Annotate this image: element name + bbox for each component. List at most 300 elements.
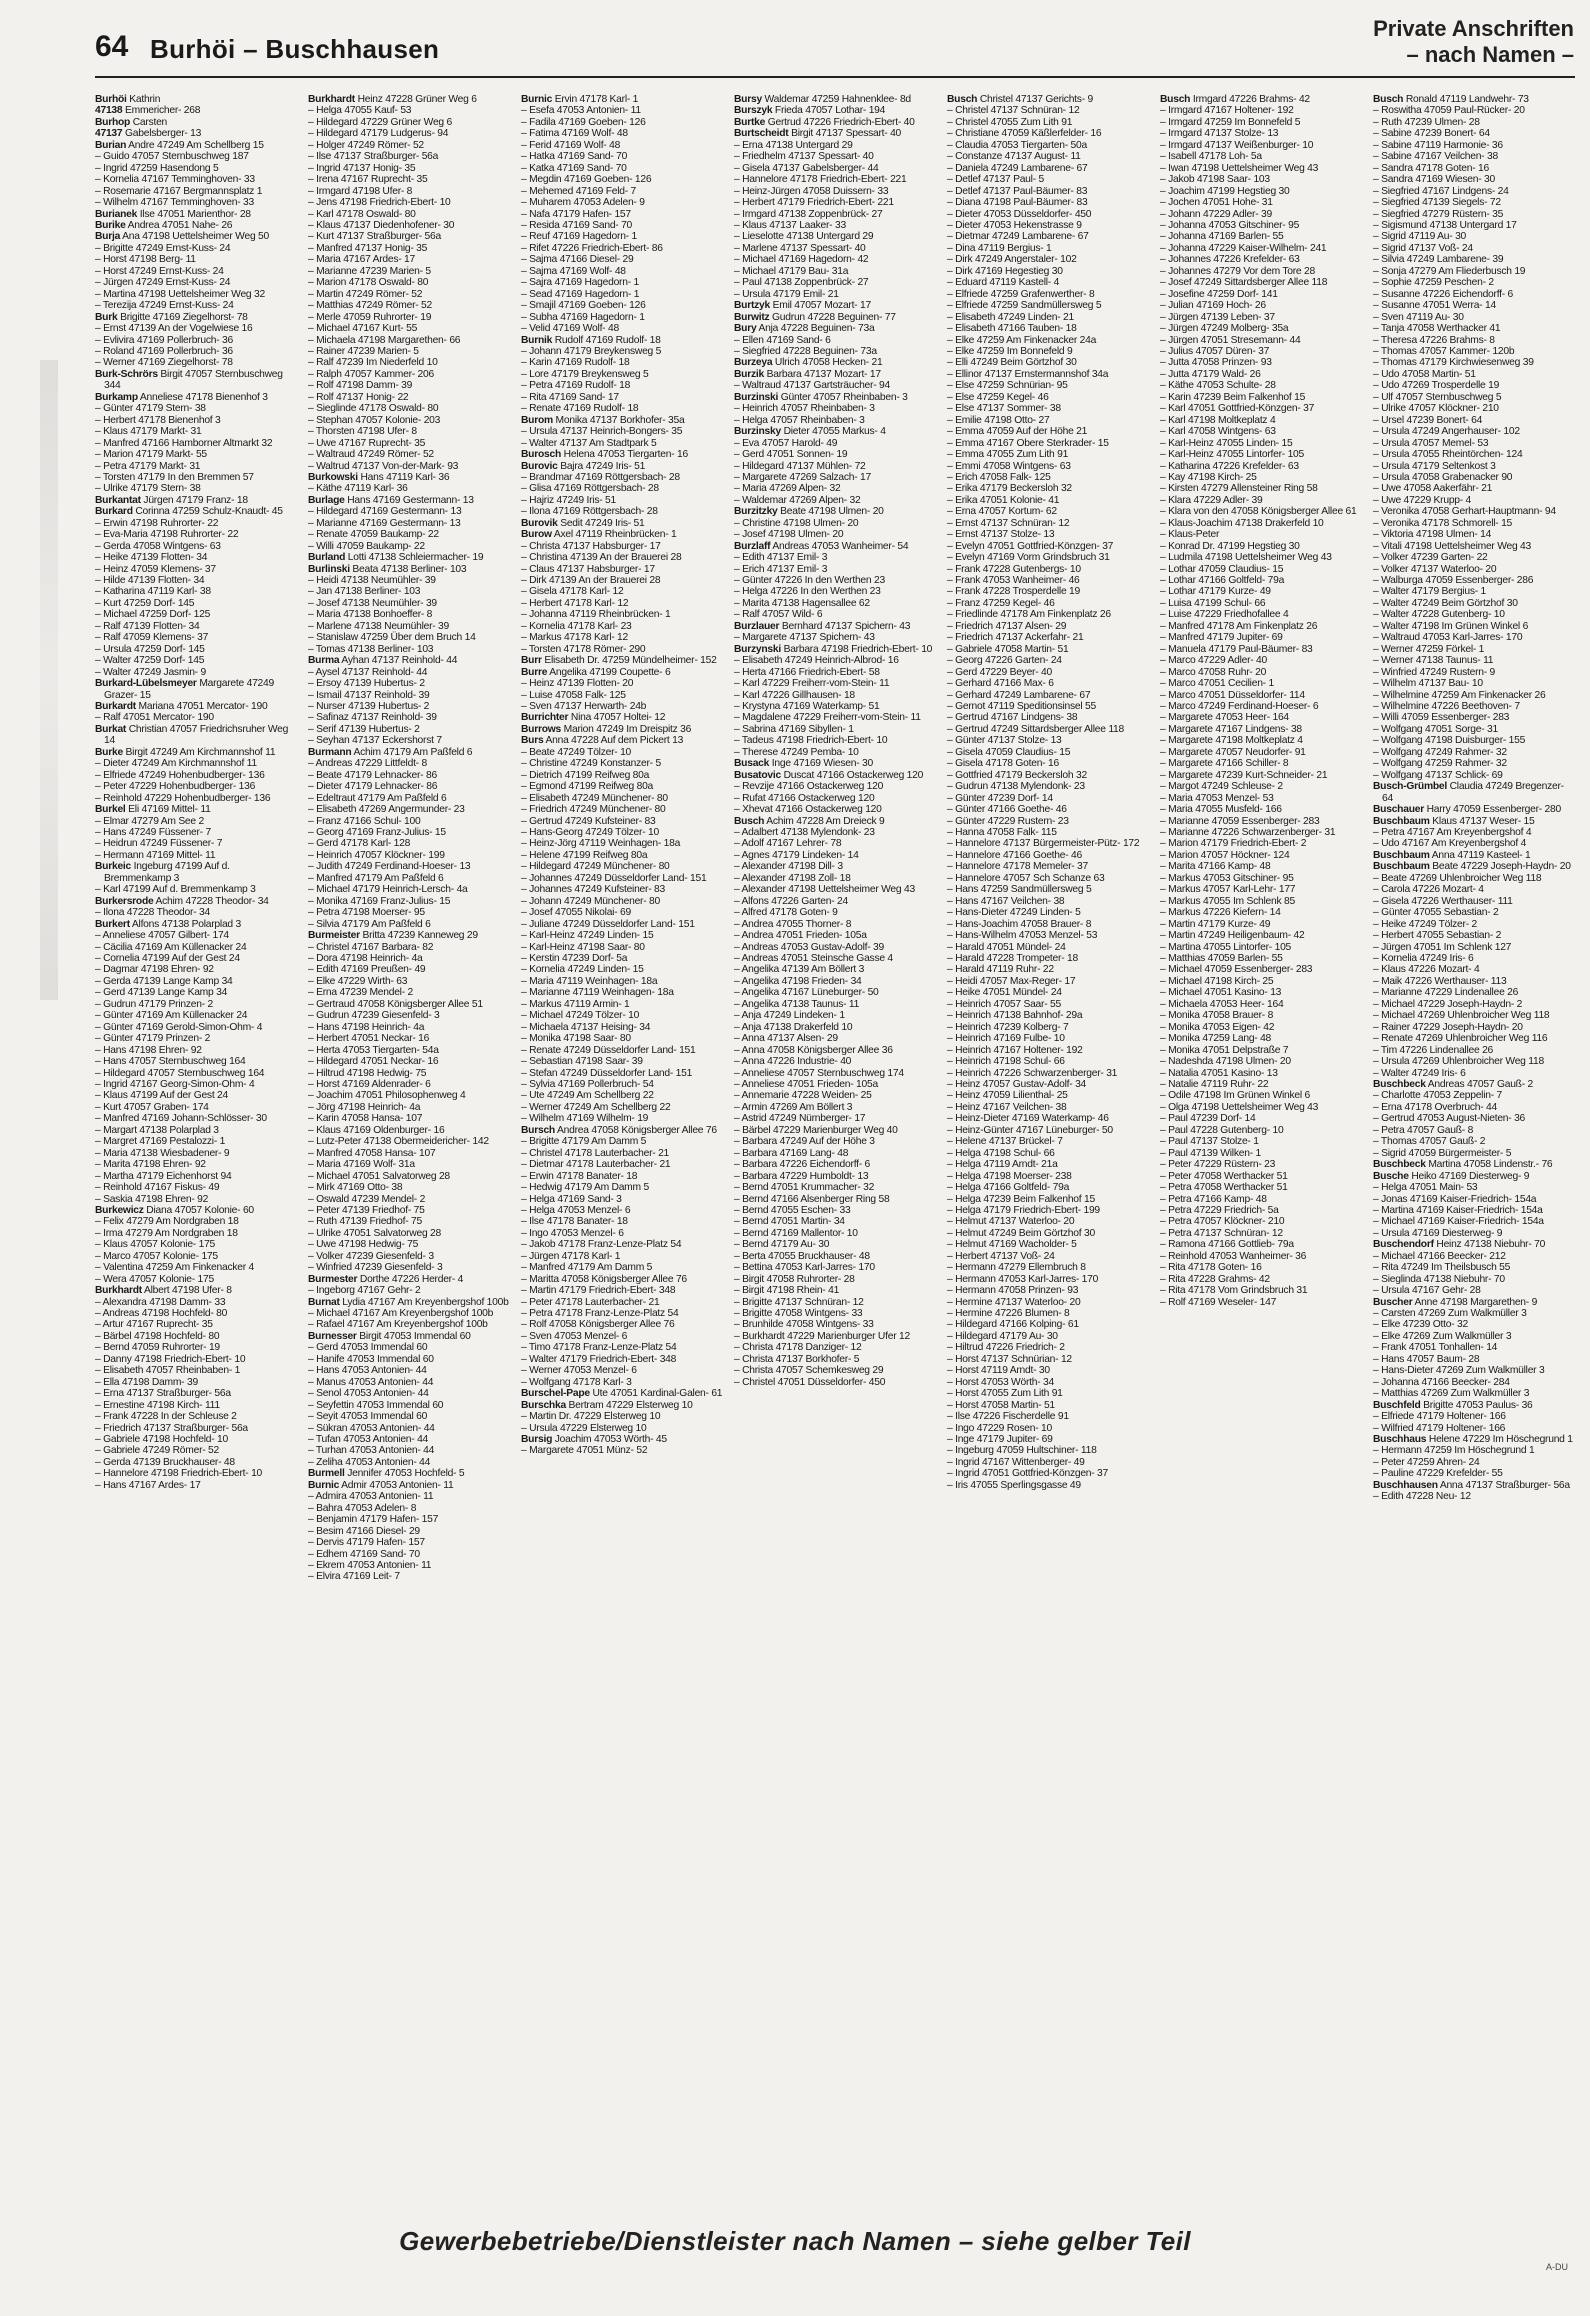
directory-entry: – Ekrem 47053 Antonien- 11 — [308, 1560, 432, 1571]
directory-entry: – Bettina 47053 Karl-Jarres- 170 — [734, 1262, 875, 1274]
directory-entry: – Irma 47279 Am Nordgraben 18 — [95, 1227, 238, 1239]
directory-entry: – Rolf 47198 Damm- 39 — [308, 380, 413, 392]
directory-entry: Burszyk Frieda 47057 Lothar- 194 — [734, 105, 886, 117]
directory-entry: – Waltraud 47249 Römer- 52 — [308, 449, 434, 461]
directory-entry: – Monika 47198 Saar- 80 — [521, 1033, 631, 1045]
directory-entry: – Margarete 47239 Kurt-Schneider- 21 — [1160, 769, 1328, 781]
directory-entry: Buschbeck Andreas 47057 Gauß- 2 — [1373, 1078, 1533, 1090]
directory-entry: – Elke 47269 Zum Walkmüller 3 — [1373, 1330, 1512, 1342]
directory-entry: – Georg 47169 Franz-Julius- 15 — [308, 827, 446, 838]
directory-entry: – Gudrun 47239 Giesenfeld- 3 — [308, 1010, 440, 1022]
directory-entry: – Elke 47259 Am Finkenacker 24a — [947, 334, 1097, 346]
directory-entry: – Ingrid 47051 Gottfried-Könzgen- 37 — [947, 1468, 1109, 1480]
directory-entry: – Frank 47228 Trosperdelle 19 — [947, 586, 1080, 598]
directory-entry: – Jürgen 47051 Im Schlenk 127 — [1373, 941, 1512, 953]
directory-entry: Burnik Rudolf 47169 Rudolf- 18 — [521, 334, 661, 346]
directory-entry: – Anna 47226 Industrie- 40 — [734, 1056, 852, 1068]
directory-entry: – Heike 47139 Flotten- 34 — [95, 552, 208, 564]
directory-entry: – Gisela 47059 Claudius- 15 — [947, 746, 1071, 758]
directory-entry: – Margot 47249 Schleuse- 2 — [1160, 781, 1283, 793]
directory-entry: – Rosemarie 47167 Bergmannsplatz 1 — [95, 185, 263, 197]
directory-entry: – Ralph 47057 Kammer- 206 — [308, 368, 434, 380]
directory-entry: – Horst 47137 Schnürian- 12 — [947, 1353, 1072, 1365]
directory-entry: – Michaela 47198 Margarethen- 66 — [308, 334, 461, 346]
directory-entry: – Jürgen 47249 Molberg- 35a — [1160, 323, 1289, 335]
directory-entry: – Roswitha 47059 Paul-Rücker- 20 — [1373, 105, 1525, 117]
directory-entry: – Harald 47119 Ruhr- 22 — [947, 964, 1054, 976]
directory-entry: – Gisela 47226 Werthauser- 111 — [1373, 895, 1513, 907]
directory-entry: – Marlene 47138 Neumühler- 39 — [308, 620, 449, 632]
directory-entry: – Ursula 47169 Diesterweg- 9 — [1373, 1227, 1503, 1239]
directory-entry: – Wilhelm 47167 Temminghoven- 33 — [95, 197, 254, 209]
directory-entry: – Stephan 47057 Kolonie- 203 — [308, 414, 441, 426]
directory-entry: Burzynski Barbara 47198 Friedrich-Ebert- 10 — [734, 643, 933, 655]
directory-entry: – Marianne 47226 Schwarzenberger- 31 — [1160, 827, 1336, 838]
directory-entry: – Michael 47229 Joseph-Haydn- 2 — [1373, 998, 1523, 1010]
directory-entry: – Günter 47166 Goethe- 46 — [947, 804, 1067, 816]
directory-entry: Bursch Andrea 47058 Königsberger Allee 76 — [521, 1124, 717, 1136]
directory-entry: – Martina 47055 Lintorfer- 105 — [1160, 941, 1292, 953]
directory-entry: Buschhaus Helene 47229 Im Höschegrund 1 — [1373, 1434, 1573, 1446]
directory-entry: – Hannelore 47137 Bürgermeister-Pütz- 172 — [947, 838, 1140, 850]
directory-entry: – Adolf 47167 Lehrer- 78 — [734, 838, 842, 850]
directory-entry: – Juliane 47249 Düsseldorfer Land- 151 — [521, 918, 695, 930]
directory-entry: – Torsten 47179 In den Bremmen 57 — [95, 471, 254, 483]
directory-entry: – Markus 47055 Im Schlenk 85 — [1160, 895, 1295, 907]
directory-entry: – Werner 47053 Menzel- 6 — [521, 1365, 637, 1377]
directory-entry: Buschfeld Brigitte 47053 Paulus- 36 — [1373, 1399, 1533, 1411]
directory-entry: – Angelika 47167 Lüneburger- 50 — [734, 987, 879, 999]
directory-entry: – Kornelia 47249 Iris- 6 — [1373, 952, 1474, 964]
section-title-line2: – nach Namen – — [1406, 42, 1574, 67]
directory-entry: – Günter 47226 In den Werthen 23 — [734, 575, 885, 587]
directory-entry: – Johann 47249 Münchener- 80 — [521, 895, 660, 907]
directory-entry: Buschbaum Beate 47229 Joseph-Haydn- 20 — [1373, 861, 1571, 873]
directory-entry: Buschhausen Anna 47137 Straßburger- 56a — [1373, 1479, 1570, 1491]
directory-entry: – Herbert 47178 Karl- 12 — [521, 597, 629, 609]
directory-entry: – Thomas 47179 Kirchwiesenweg 39 — [1373, 357, 1534, 369]
directory-entry: – Irmgard 47167 Holtener- 192 — [1160, 105, 1294, 117]
directory-entry: – Elmar 47279 Am See 2 — [95, 815, 204, 827]
directory-entry: – Kurt 47259 Dorf- 145 — [95, 597, 195, 609]
directory-entry: – Rolf 47137 Honig- 22 — [308, 391, 409, 403]
directory-entry: Busack Inge 47169 Wiesen- 30 — [734, 758, 873, 770]
directory-entry: – Heidi 47057 Max-Reger- 17 — [947, 975, 1076, 987]
directory-entry: – Karl-Heinz 47198 Saar- 80 — [521, 941, 645, 953]
directory-entry: Burhöi Kathrin — [95, 94, 161, 105]
directory-entry: – Michael 47179 Heinrich-Lersch- 4a — [308, 884, 468, 896]
directory-entry: – Hajriz 47249 Iris- 51 — [521, 494, 616, 506]
directory-entry: – Martin 47179 Kurze- 49 — [1160, 918, 1271, 930]
directory-entry: – Edith 47169 Preußen- 49 — [308, 964, 426, 976]
directory-entry: – Siegfried 47279 Rüstern- 35 — [1373, 208, 1504, 220]
page-footer — [0, 2226, 1590, 2257]
directory-entry: – Elke 47239 Otto- 32 — [1373, 1319, 1468, 1331]
directory-entry: Burja Ana 47198 Uettelsheimer Weg 50 — [95, 231, 269, 243]
directory-entry: – Iris 47055 Sperlingsgasse 49 — [947, 1479, 1081, 1491]
directory-entry: – Karin 47239 Beim Falkenhof 15 — [1160, 391, 1306, 403]
section-title-line1: Private Anschriften — [1373, 16, 1574, 41]
directory-entry: – Ulrike 47051 Salvatorweg 28 — [308, 1227, 441, 1239]
directory-entry: – Christa 47057 Schemkesweg 29 — [734, 1365, 884, 1377]
directory-entry: – Iwan 47198 Uettelsheimer Weg 43 — [1160, 162, 1319, 174]
directory-entry: – Christel 47137 Schnüran- 12 — [947, 105, 1080, 117]
directory-entry: – Peter 47259 Ahren- 24 — [1373, 1456, 1480, 1468]
directory-entry: – Ella 47198 Damm- 39 — [95, 1376, 198, 1388]
directory-entry: – Ernst 47139 An der Vogelwiese 16 — [95, 323, 253, 335]
directory-entry: Buschbaum Klaus 47137 Weser- 15 — [1373, 815, 1535, 827]
directory-entry: – Odile 47198 Im Grünen Winkel 6 — [1160, 1090, 1310, 1102]
directory-entry: – Paul 47139 Wilken- 1 — [1160, 1147, 1261, 1159]
directory-entry: – Irena 47167 Ruprecht- 35 — [308, 174, 428, 186]
directory-entry: – Detlef 47137 Paul- 5 — [947, 174, 1044, 186]
directory-entry: – Carola 47226 Mozart- 4 — [1373, 884, 1484, 896]
page-title: Burhöi – Buschhausen — [150, 34, 440, 64]
directory-entry: – Herbert 47137 Voß- 24 — [947, 1250, 1055, 1262]
directory-entry: – Resida 47169 Sand- 70 — [521, 219, 633, 231]
directory-entry: – Alfons 47226 Garten- 24 — [734, 895, 848, 907]
directory-entry: – Konrad Dr. 47199 Hegstieg 30 — [1160, 540, 1300, 552]
directory-entry: – Evelyn 47051 Gottfried-Könzgen- 37 — [947, 540, 1114, 552]
directory-entry: – Jörg 47198 Heinrich- 4a — [308, 1101, 421, 1113]
directory-entry: – Josef 47055 Nikolai- 69 — [521, 907, 631, 919]
directory-entry: – Bernd 47051 Krummacher- 32 — [734, 1182, 875, 1194]
directory-entry: – Sylvia 47169 Pollerbruch- 54 — [521, 1078, 654, 1090]
directory-entry: – Hans 47167 Ardes- 17 — [95, 1479, 201, 1491]
directory-entry: – Jakob 47178 Franz-Lenze-Platz 54 — [521, 1239, 682, 1251]
directory-entry: – Ursula 47167 Gehr- 28 — [1373, 1285, 1481, 1297]
directory-entry: – Rita 47178 Vom Grindsbruch 31 — [1160, 1285, 1308, 1297]
directory-entry: – Brigitte 47137 Schnüran- 12 — [734, 1296, 864, 1308]
directory-entry: – Jürgen 47051 Stresemann- 44 — [1160, 334, 1301, 346]
directory-entry: – Evlivira 47169 Pollerbruch- 36 — [95, 334, 233, 346]
directory-entry: – Mirk 47169 Otto- 38 — [308, 1182, 403, 1194]
directory-entry: – Christel 47178 Lauterbacher- 21 — [521, 1147, 670, 1159]
directory-entry: – Sieglinda 47138 Niebuhr- 70 — [1373, 1273, 1505, 1285]
directory-entry: – Wera 47057 Kolonie- 175 — [95, 1273, 214, 1285]
directory-entry: Burs Anna 47228 Auf dem Pickert 13 — [521, 735, 684, 747]
directory-entry: – Walter 47259 Dorf- 145 — [95, 655, 205, 667]
directory-entry: – Hilde 47139 Flotten- 34 — [95, 575, 205, 587]
directory-entry: – Sonja 47279 Am Fliederbusch 19 — [1373, 265, 1526, 277]
directory-entry: – Anna 47058 Königsberger Allee 36 — [734, 1044, 893, 1056]
directory-entry: – Günter 47169 Gerold-Simon-Ohm- 4 — [95, 1021, 263, 1033]
directory-entry: Burschka Bertram 47229 Elsterweg 10 — [521, 1399, 693, 1411]
directory-entry: – Christel 47167 Barbara- 82 — [308, 941, 434, 953]
directory-entry: Burnic Ervin 47178 Karl- 1 — [521, 94, 639, 105]
directory-entry: Burtke Gertrud 47226 Friedrich-Ebert- 40 — [734, 116, 915, 128]
directory-entry: – Kurt 47137 Straßburger- 56a — [308, 231, 441, 243]
directory-entry: – Burkhardt 47229 Marienburger Ufer 12 — [734, 1330, 910, 1342]
directory-entry: – Irmgard 47259 Im Bonnefeld 5 — [1160, 116, 1301, 128]
directory-entry: – Reinhold 47167 Fiskus- 49 — [95, 1182, 220, 1194]
directory-entry: – Edith 47228 Neu- 12 — [1373, 1491, 1471, 1503]
directory-entry: – Monika 47169 Franz-Julius- 15 — [308, 895, 451, 907]
directory-entry: – Egmond 47199 Reifweg 80a — [521, 781, 654, 793]
directory-entry: – Andreas 47198 Hochfeld- 80 — [95, 1308, 228, 1320]
directory-entry: – Marita 47166 Kamp- 48 — [1160, 861, 1271, 873]
directory-entry: – Eva 47057 Harold- 49 — [734, 437, 838, 449]
directory-entry: – Andreas 47229 Littfeldt- 8 — [308, 758, 427, 770]
directory-entry: – Johanna 47166 Beecker- 284 — [1373, 1376, 1510, 1388]
directory-entry: Burzik Barbara 47137 Mozart- 17 — [734, 368, 881, 380]
directory-entry: – Markus 47178 Karl- 12 — [521, 632, 629, 644]
directory-entry: – Maria 47269 Alpen- 32 — [734, 483, 841, 495]
directory-entry: – Karl 47178 Oswald- 80 — [308, 208, 416, 220]
directory-entry: – Ursula 47269 Uhlenbroicher Weg 118 — [1373, 1056, 1544, 1068]
directory-entry: – Dina 47119 Bergius- 1 — [947, 242, 1052, 254]
directory-entry: – Cäcilia 47169 Am Küllenacker 24 — [95, 941, 247, 953]
directory-entry: – Ingeborg 47167 Gehr- 2 — [308, 1285, 421, 1297]
directory-entry: – Siegfried 47139 Siegels- 72 — [1373, 197, 1501, 209]
directory-entry: – Willi 47059 Essenberger- 283 — [1373, 712, 1510, 724]
directory-entry: – Erna 47239 Mendel- 2 — [308, 987, 413, 999]
directory-entry: – Manfred 47169 Johann-Schlösser- 30 — [95, 1113, 267, 1125]
directory-entry: – Elfriede 47259 Sandmüllersweg 5 — [947, 300, 1102, 312]
directory-entry: – Sabine 47239 Bonert- 64 — [1373, 128, 1490, 140]
directory-column-2 — [308, 94, 511, 2204]
directory-entry: – Klaus-Joachim 47138 Drakerfeld 10 — [1160, 517, 1324, 529]
directory-entry: – Maria 47055 Musfeld- 166 — [1160, 804, 1282, 816]
directory-entry: – Franz 47166 Schul- 100 — [308, 815, 421, 827]
directory-entry: Burkardt Mariana 47051 Mercator- 190 — [95, 701, 268, 713]
directory-entry: – Helga 47179 Friedrich-Ebert- 199 — [947, 1204, 1100, 1216]
directory-entry: – Hermine 47226 Blumen- 8 — [947, 1308, 1070, 1320]
directory-entry: – Margarete 47269 Salzach- 17 — [734, 471, 871, 483]
directory-entry: – Susanne 47051 Werra- 14 — [1373, 300, 1496, 312]
directory-entry: – Monika 47058 Brauer- 8 — [1160, 1010, 1274, 1022]
directory-entry: – Julian 47169 Hoch- 26 — [1160, 300, 1266, 312]
directory-entry: – Walter 47198 Im Grünen Winkel 6 — [1373, 620, 1529, 632]
directory-entry: – Hans 47053 Antonien- 44 — [308, 1365, 427, 1377]
directory-entry: – Volker 47239 Giesenfeld- 3 — [308, 1250, 434, 1262]
directory-entry: – Petra 47167 Am Kreyenbergshof 4 — [1373, 827, 1532, 838]
directory-entry: – Paul 47137 Stolze- 1 — [1160, 1136, 1259, 1148]
directory-entry: – Johanna 47169 Barlen- 55 — [1160, 231, 1284, 243]
directory-entry: – Dora 47198 Heinrich- 4a — [308, 952, 423, 964]
directory-entry: – Turhan 47053 Antonien- 44 — [308, 1445, 435, 1457]
directory-entry: – Margret 47169 Pestalozzi- 1 — [95, 1136, 226, 1148]
directory-entry: – Luise 47058 Falk- 125 — [521, 689, 626, 701]
directory-entry: – Elisabeth 47269 Angermunder- 23 — [308, 804, 465, 816]
directory-entry: – Inge 47179 Jupiter- 69 — [947, 1434, 1053, 1446]
directory-entry: – Friedrich 47249 Münchener- 80 — [521, 804, 666, 816]
directory-entry: – Ferid 47169 Wolf- 48 — [521, 139, 621, 151]
directory-entry: Burlage Hans 47169 Gestermann- 13 — [308, 494, 474, 506]
directory-entry: – Ellen 47169 Sand- 6 — [734, 334, 831, 346]
directory-entry: – Judith 47249 Ferdinand-Hoeser- 13 — [308, 861, 471, 873]
directory-entry: – Uwe 47229 Krupp- 4 — [1373, 494, 1472, 506]
directory-entry: – Karl 47199 Auf d. Bremmenkamp 3 — [95, 884, 256, 896]
directory-entry: – Sajra 47169 Hagedorn- 1 — [521, 277, 639, 289]
directory-entry: – Andreas 47053 Gustav-Adolf- 39 — [734, 941, 884, 953]
directory-entry: – Hans 47057 Sternbuschweg 164 — [95, 1056, 246, 1068]
directory-entry: – Heinrich 47057 Saar- 55 — [947, 998, 1061, 1010]
directory-entry: – Senol 47053 Antonien- 44 — [308, 1388, 429, 1400]
directory-entry: – Ursula 47055 Rheintörchen- 124 — [1373, 449, 1523, 461]
directory-entry: – Willi 47059 Baukamp- 22 — [308, 540, 425, 552]
directory-entry: – Margarete 47167 Lindgens- 38 — [1160, 723, 1302, 735]
directory-entry: Bury Anja 47228 Beguinen- 73a — [734, 323, 875, 335]
directory-entry: – Kirsten 47279 Allensteiner Ring 58 — [1160, 483, 1318, 495]
directory-entry: Busatovic Duscat 47166 Ostackerweg 120 — [734, 769, 924, 781]
directory-entry: – Veronika 47058 Gerhart-Hauptmann- 94 — [1373, 506, 1556, 518]
directory-entry: – Michael 47051 Kasino- 13 — [1160, 987, 1282, 999]
directory-entry: Busch Christel 47137 Gerichts- 9 — [947, 94, 1093, 105]
directory-entry: – Elisabeth 47249 Heinrich-Albrod- 16 — [734, 655, 899, 667]
directory-entry: – Gisela 47178 Goten- 16 — [947, 758, 1059, 770]
directory-entry: – Hanife 47053 Immendal 60 — [308, 1353, 434, 1365]
directory-entry: – Jakob 47198 Saar- 103 — [1160, 174, 1270, 186]
directory-entry: – Gertraud 47058 Königsberger Allee 51 — [308, 998, 483, 1010]
directory-entry: – Katka 47169 Sand- 70 — [521, 162, 627, 174]
directory-entry: – Paul 47138 Zoppenbrück- 27 — [734, 277, 869, 289]
directory-entry: – Wolfgang 47259 Rahmer- 32 — [1373, 758, 1507, 770]
directory-entry: – Hermine 47137 Waterloo- 20 — [947, 1296, 1081, 1308]
directory-entry: Burkamp Anneliese 47178 Bienenhof 3 — [95, 391, 268, 403]
directory-entry: – Subha 47169 Hagedorn- 1 — [521, 311, 645, 323]
directory-entry: – Christa 47178 Danziger- 12 — [734, 1342, 862, 1354]
directory-entry: – Peter 47139 Friedhof- 75 — [308, 1204, 425, 1216]
directory-entry: – Christine 47249 Konstanzer- 5 — [521, 758, 661, 770]
directory-entry: – Martin 47249 Heiligenbaum- 42 — [1160, 930, 1305, 942]
directory-entry: – Marianne 47059 Essenberger- 283 — [1160, 815, 1320, 827]
directory-entry: Burovik Sedit 47249 Iris- 51 — [521, 517, 645, 529]
directory-column-7 — [1373, 94, 1575, 2204]
directory-entry: – Bernd 47051 Martin- 34 — [734, 1216, 845, 1228]
directory-entry: – Artur 47167 Ruprecht- 35 — [95, 1319, 213, 1331]
directory-entry: – Ilse 47137 Straßburger- 56a — [308, 151, 439, 163]
directory-entry: Bursy Waldemar 47259 Hahnenklee- 8d — [734, 94, 911, 105]
directory-entry: – Sabine 47167 Veilchen- 38 — [1373, 151, 1498, 163]
directory-entry: – Constanze 47137 August- 11 — [947, 151, 1081, 163]
directory-entry: – Dervis 47179 Hafen- 157 — [308, 1537, 425, 1549]
directory-entry: – Manfred 47179 Am Damm 5 — [521, 1262, 653, 1274]
directory-entry: – Kornelia 47167 Temminghoven- 33 — [95, 174, 255, 186]
directory-entry: – Rita 47228 Grahms- 42 — [1160, 1273, 1270, 1285]
directory-entry: – Gisela 47178 Karl- 12 — [521, 586, 624, 598]
directory-entry: – Carsten 47269 Zum Walkmüller 3 — [1373, 1308, 1527, 1320]
directory-entry: – Hildegard 47057 Sternbuschweg 164 — [95, 1067, 265, 1079]
directory-column-5 — [947, 94, 1150, 2204]
directory-entry: – Monika 47051 Delpstraße 7 — [1160, 1044, 1289, 1056]
directory-entry: – Heinz 47139 Flotten- 20 — [521, 678, 634, 690]
directory-entry: – Edhem 47169 Sand- 70 — [308, 1548, 420, 1560]
directory-entry: – Petra 47166 Kamp- 48 — [1160, 1193, 1267, 1205]
directory-entry: – Marion 47179 Friedrich-Ebert- 2 — [1160, 838, 1307, 850]
directory-entry: – Herta 47166 Friedrich-Ebert- 58 — [734, 666, 880, 678]
directory-entry: – Walter 47179 Bergius- 1 — [1373, 586, 1486, 598]
directory-entry: – Sebastian 47198 Saar- 39 — [521, 1056, 643, 1068]
directory-entry: Burianek Ilse 47051 Marienthor- 28 — [95, 208, 251, 220]
directory-entry: – Gabriele 47249 Römer- 52 — [95, 1445, 220, 1457]
directory-entry: – Peter 47178 Lauterbacher- 21 — [521, 1296, 660, 1308]
directory-entry: – Barbara 47226 Eichendorff- 6 — [734, 1159, 870, 1171]
directory-entry: – Lothar 47059 Claudius- 15 — [1160, 563, 1284, 575]
directory-entry: – Helga 47055 Kauf- 53 — [308, 105, 412, 117]
directory-entry: – Klaus 47137 Diedenhofener- 30 — [308, 219, 455, 231]
directory-entry: – Gerda 47139 Bruckhauser- 48 — [95, 1456, 235, 1468]
directory-entry: – Rita 47169 Sand- 17 — [521, 391, 619, 403]
directory-entry: – Hannelore 47057 Sch Schanze 63 — [947, 872, 1105, 884]
directory-entry: – Heike 47051 Mündel- 24 — [947, 987, 1062, 999]
directory-entry: – Martha 47179 Eichenhorst 94 — [95, 1170, 232, 1182]
directory-entry: – Bärbel 47198 Hochfeld- 80 — [95, 1330, 220, 1342]
directory-entry: – Elisabeth 47057 Rheinbaben- 1 — [95, 1365, 241, 1377]
directory-entry: – Helga 47239 Beim Falkenhof 15 — [947, 1193, 1095, 1205]
directory-entry: Busch-Grümbel Claudia 47249 Bregenzer- 64 — [1373, 781, 1564, 804]
directory-entry: – Monika 47259 Lang- 48 — [1160, 1033, 1272, 1045]
directory-entry: – Günter 47169 Am Küllenacker 24 — [95, 1010, 248, 1022]
directory-entry: – Brandmar 47169 Röttgersbach- 28 — [521, 471, 680, 483]
directory-entry: – Horst 47053 Wörth- 34 — [947, 1376, 1054, 1388]
directory-column-6 — [1160, 94, 1363, 2204]
directory-entry: – Ilona 47169 Röttgersbach- 28 — [521, 506, 658, 518]
directory-entry: – Muharem 47053 Adelen- 9 — [521, 197, 645, 209]
directory-entry: – Renate 47169 Rudolf- 18 — [521, 403, 639, 415]
directory-entry: – Hanna 47058 Falk- 115 — [947, 827, 1057, 838]
directory-entry: Burzinsky Dieter 47055 Markus- 4 — [734, 426, 886, 438]
directory-entry: – Sigrid 47137 Voß- 24 — [1373, 242, 1473, 254]
directory-entry: – Wilfried 47179 Holtener- 166 — [1373, 1422, 1506, 1434]
directory-entry: – Manfred 47179 Jupiter- 69 — [1160, 632, 1283, 644]
directory-entry: – Herbert 47178 Bienenhof 3 — [95, 414, 221, 426]
directory-entry: – Kornelia 47178 Karl- 23 — [521, 620, 632, 632]
directory-entry: – Dieter 47249 Am Kirchmannshof 11 — [95, 758, 257, 770]
directory-entry: – Siegfried 47167 Lindgens- 24 — [1373, 185, 1509, 197]
directory-entry: – Josef 47249 Sittardsberger Allee 118 — [1160, 277, 1328, 289]
directory-entry: Burk-Schrörs Birgit 47057 Sternbuschweg 344 — [95, 368, 283, 392]
directory-entry: – Wilhelmine 47259 Am Finkenacker 26 — [1373, 689, 1546, 701]
directory-entry: – Heinrich 47138 Bahnhof- 29a — [947, 1010, 1083, 1022]
directory-entry: – Rita 47178 Goten- 16 — [1160, 1262, 1262, 1274]
directory-entry: Burike Andrea 47051 Nahe- 26 — [95, 219, 233, 231]
directory-entry: – Heinz 47059 Klemens- 37 — [95, 563, 216, 575]
directory-entry: – Roland 47169 Pollerbruch- 36 — [95, 345, 233, 357]
directory-entry: Burovic Bajra 47249 Iris- 51 — [521, 460, 646, 472]
directory-entry: – Irmgard 47198 Ufer- 8 — [308, 185, 413, 197]
directory-entry: Burwitz Gudrun 47228 Beguinen- 77 — [734, 311, 896, 323]
directory-entry: – Werner 47249 Am Schellberg 22 — [521, 1101, 671, 1113]
directory-entry: – Michael 47167 Kurt- 55 — [308, 323, 418, 335]
directory-entry: – Gottfried 47179 Beckersloh 32 — [947, 769, 1087, 781]
directory-entry: – Heinz-Jürgen 47058 Duissern- 33 — [734, 185, 889, 197]
directory-entry: Burian Andre 47249 Am Schellberg 15 — [95, 139, 264, 151]
directory-entry: – Walter 47228 Gutenberg- 10 — [1373, 609, 1505, 621]
directory-entry: – Christa 47137 Borkhofer- 5 — [734, 1353, 860, 1365]
directory-entry: – Ernst 47137 Schnüran- 12 — [947, 517, 1070, 529]
directory-entry: – Edeltraut 47179 Am Paßfeld 6 — [308, 792, 447, 804]
directory-entry: – Therese 47249 Pemba- 10 — [734, 746, 859, 758]
directory-entry: – Velid 47169 Wolf- 48 — [521, 323, 619, 335]
directory-entry: – Revzije 47166 Ostackerweg 120 — [734, 781, 884, 793]
directory-entry: – Dietmar 47178 Lauterbacher- 21 — [521, 1159, 671, 1171]
directory-entry: – Lore 47179 Breykensweg 5 — [521, 368, 649, 380]
directory-entry: – Helga 47057 Rheinbaben- 3 — [734, 414, 865, 426]
directory-entry: – Hildegard 47229 Grüner Weg 6 — [308, 116, 452, 128]
directory-entry: – Petra 47179 Markt- 31 — [95, 460, 201, 472]
directory-entry: – Ismail 47137 Reinhold- 39 — [308, 689, 430, 701]
directory-entry: – Petra 47169 Rudolf- 18 — [521, 380, 631, 392]
directory-entry: Busch Ronald 47119 Landwehr- 73 — [1373, 94, 1529, 105]
directory-entry: – Gertrud 47249 Sittardsberger Allee 118 — [947, 723, 1124, 735]
directory-entry: – Gabriele 47058 Martin- 51 — [947, 643, 1069, 655]
directory-entry: – Hermann 47279 Ellernbruch 8 — [947, 1262, 1086, 1274]
directory-entry: – Johannes 47249 Kufsteiner- 83 — [521, 884, 665, 896]
directory-entry: – Michael 47269 Uhlenbroicher Weg 118 — [1373, 1010, 1550, 1022]
directory-entry: – Ursula 47179 Emil- 21 — [734, 288, 839, 300]
directory-entry: – Fatima 47169 Wolf- 48 — [521, 128, 628, 140]
